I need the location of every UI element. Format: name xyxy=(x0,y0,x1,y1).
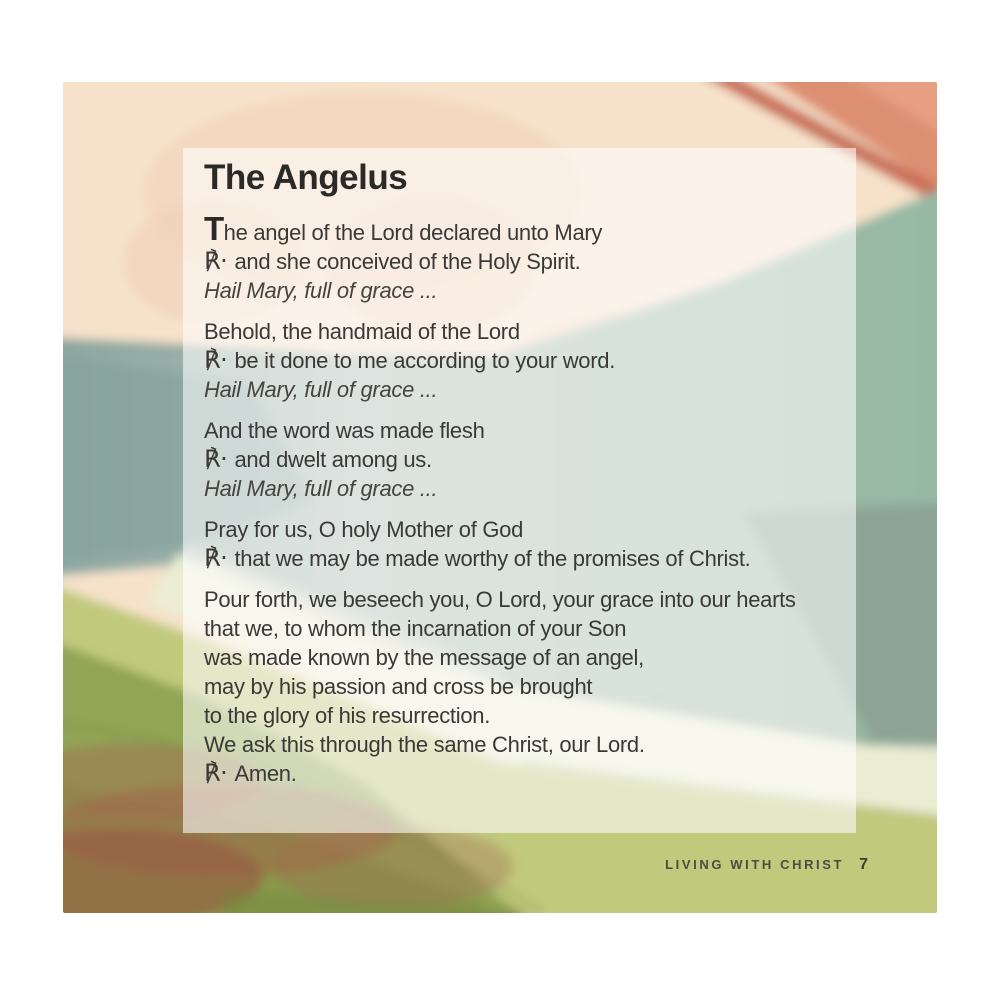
collect-line: to the glory of his resurrection. xyxy=(204,703,491,728)
prayer-stanzas xyxy=(204,210,844,788)
response-line: ℟· that we may be made worthy of the promises of Christ. xyxy=(204,544,751,572)
refrain-line: Hail Mary, full of grace ... xyxy=(204,377,438,402)
prayer-text-panel xyxy=(183,148,856,833)
versicle-line: The angel of the Lord declared unto Mary xyxy=(204,210,603,247)
stanza xyxy=(204,416,844,503)
collect-line: may by his passion and cross be brought xyxy=(204,674,593,699)
response-symbol: ℟· xyxy=(204,346,228,374)
stanza xyxy=(204,585,844,788)
collect-line: that we, to whom the incarnation of your Son xyxy=(204,616,627,641)
collect-line: was made known by the message of an angel, xyxy=(204,645,644,670)
response-symbol: ℟· xyxy=(204,247,228,275)
response-line: ℟· and dwelt among us. xyxy=(204,445,432,473)
drop-cap: T xyxy=(204,210,224,247)
stanza xyxy=(204,515,844,573)
response-line: ℟· and she conceived of the Holy Spirit. xyxy=(204,247,581,275)
versicle-line: Pray for us, O holy Mother of God xyxy=(204,517,524,542)
publication-name: LIVING WITH CHRIST xyxy=(665,857,845,872)
versicle-line: And the word was made flesh xyxy=(204,418,485,443)
collect-line: Pour forth, we beseech you, O Lord, your grace into our hearts xyxy=(204,587,796,612)
stanza xyxy=(204,210,844,305)
prayer-title: The Angelus xyxy=(204,158,408,197)
response-symbol: ℟· xyxy=(204,445,228,473)
page-footer xyxy=(665,856,868,874)
versicle-line: Behold, the handmaid of the Lord xyxy=(204,319,520,344)
refrain-line: Hail Mary, full of grace ... xyxy=(204,278,438,303)
response-line: ℟· be it done to me according to your word. xyxy=(204,346,616,374)
response-symbol: ℟· xyxy=(204,544,228,572)
response-line: ℟· Amen. xyxy=(204,759,297,787)
page-number: 7 xyxy=(859,856,868,873)
stanza xyxy=(204,317,844,404)
angelus-watercolor-painting xyxy=(63,82,937,913)
refrain-line: Hail Mary, full of grace ... xyxy=(204,476,438,501)
prayer-content xyxy=(204,148,844,800)
response-symbol: ℟· xyxy=(204,759,228,787)
collect-line: We ask this through the same Christ, our Lord. xyxy=(204,732,645,757)
